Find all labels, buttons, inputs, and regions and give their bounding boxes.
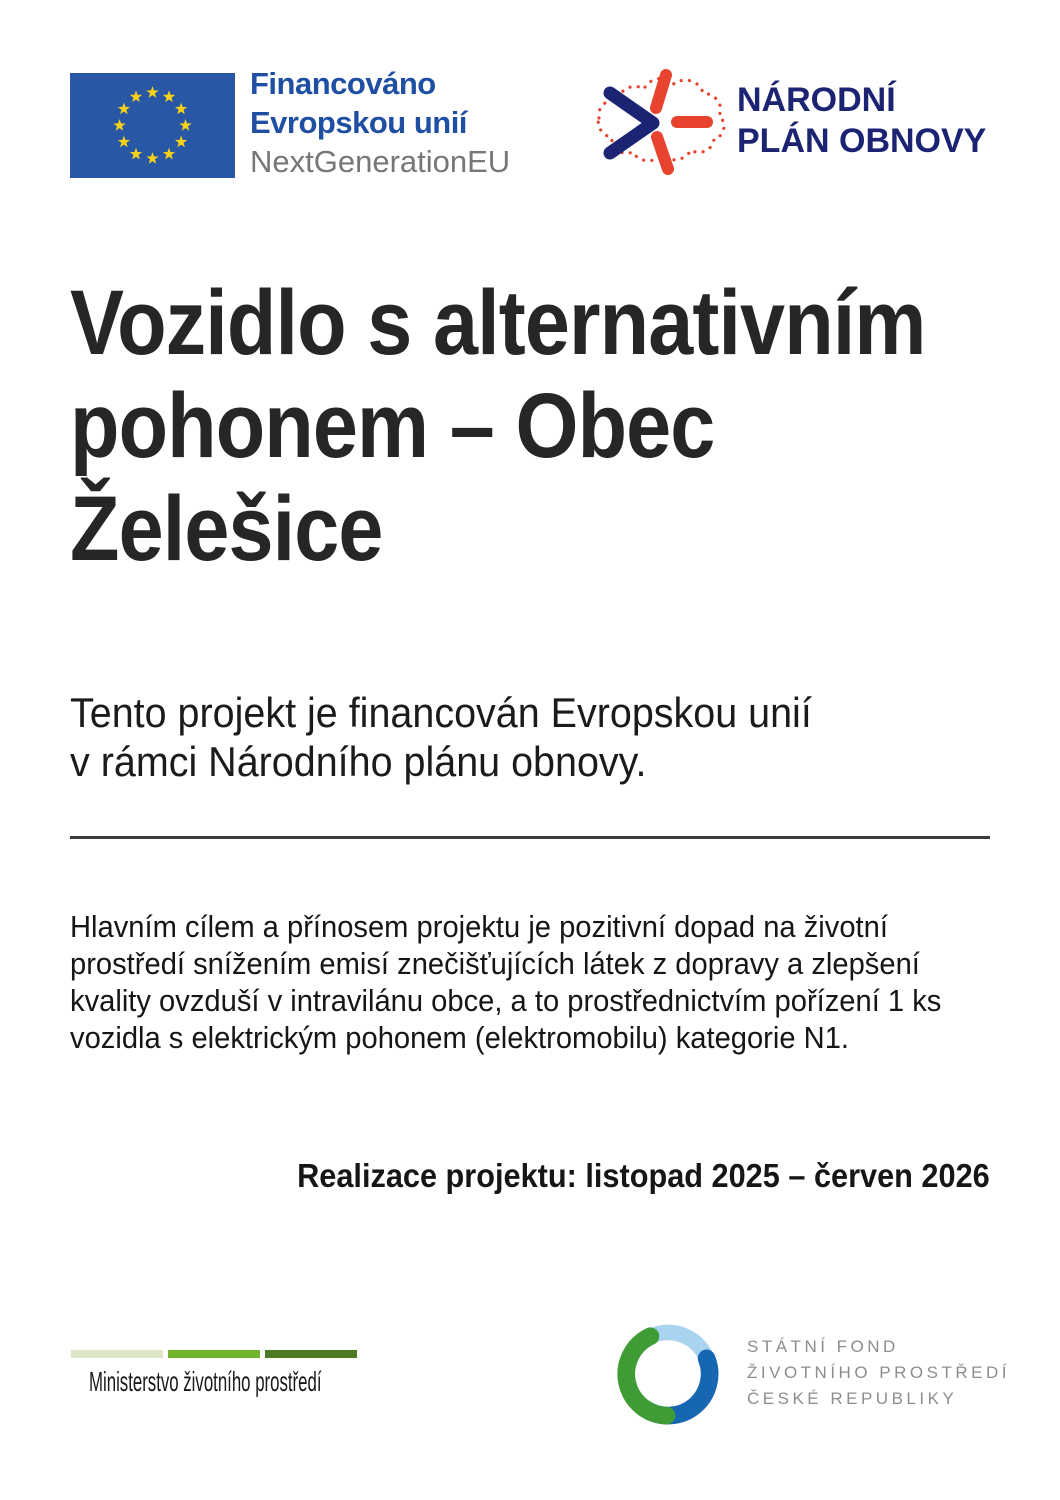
eu-funding-line1: Financováno [250,66,436,101]
eu-flag-icon [70,73,235,178]
ministry-stripe-medium [168,1350,260,1358]
project-description [70,908,941,1056]
horizontal-divider [70,836,990,839]
ministry-stripe-light [71,1350,163,1358]
sfzp-logo-icon [616,1322,720,1426]
npo-line2: PLÁN OBNOVY [737,122,987,160]
funding-statement [70,688,812,786]
realization-period: Realizace projektu: listopad 2025 – červen 2026 [297,1157,990,1194]
sfzp-swirl-green [626,1336,666,1415]
description-line-2: prostředí snížením emisí znečišťujících látek z dopravy a zlepšení [70,946,920,981]
sfzp-wordmark [747,1334,1010,1412]
funding-statement-line-2: v rámci Národního plánu obnovy. [70,738,647,785]
ministry-stripe-dark [265,1350,357,1358]
ministry-stripes-icon [71,1350,359,1358]
description-line-4: vozidla s elektrickým pohonem (elektromobilu) kategorie N1. [70,1020,850,1055]
ministry-label: Ministerstvo životního prostředí [89,1366,322,1397]
sfzp-line3: ČESKÉ REPUBLIKY [747,1389,958,1408]
npo-logo-icon [590,60,730,190]
sfzp-line1: STÁTNÍ FOND [747,1337,899,1356]
title-line-3: Želešice [70,478,383,580]
ministry-logo [71,1350,477,1398]
eu-funding-wordmark [250,64,510,181]
description-line-3: kvality ovzduší v intravilánu obce, a to prostřednictvím pořízení 1 ks [70,983,942,1018]
title-line-2: pohonem – Obec [70,375,715,477]
funding-statement-line-1: Tento projekt je financován Evropskou unií [70,689,812,736]
eu-funding-line2: Evropskou unií [250,105,467,140]
eu-funding-line3: NextGenerationEU [250,144,511,179]
npo-wordmark [737,80,986,162]
page-title [70,272,925,581]
npo-line1: NÁRODNÍ [737,81,896,119]
description-line-1: Hlavním cílem a přínosem projektu je pozitivní dopad na životní [70,909,888,944]
title-line-1: Vozidlo s alternativním [70,272,926,374]
sfzp-line2: ŽIVOTNÍHO PROSTŘEDÍ [747,1363,1010,1382]
npo-chevron [610,93,653,153]
